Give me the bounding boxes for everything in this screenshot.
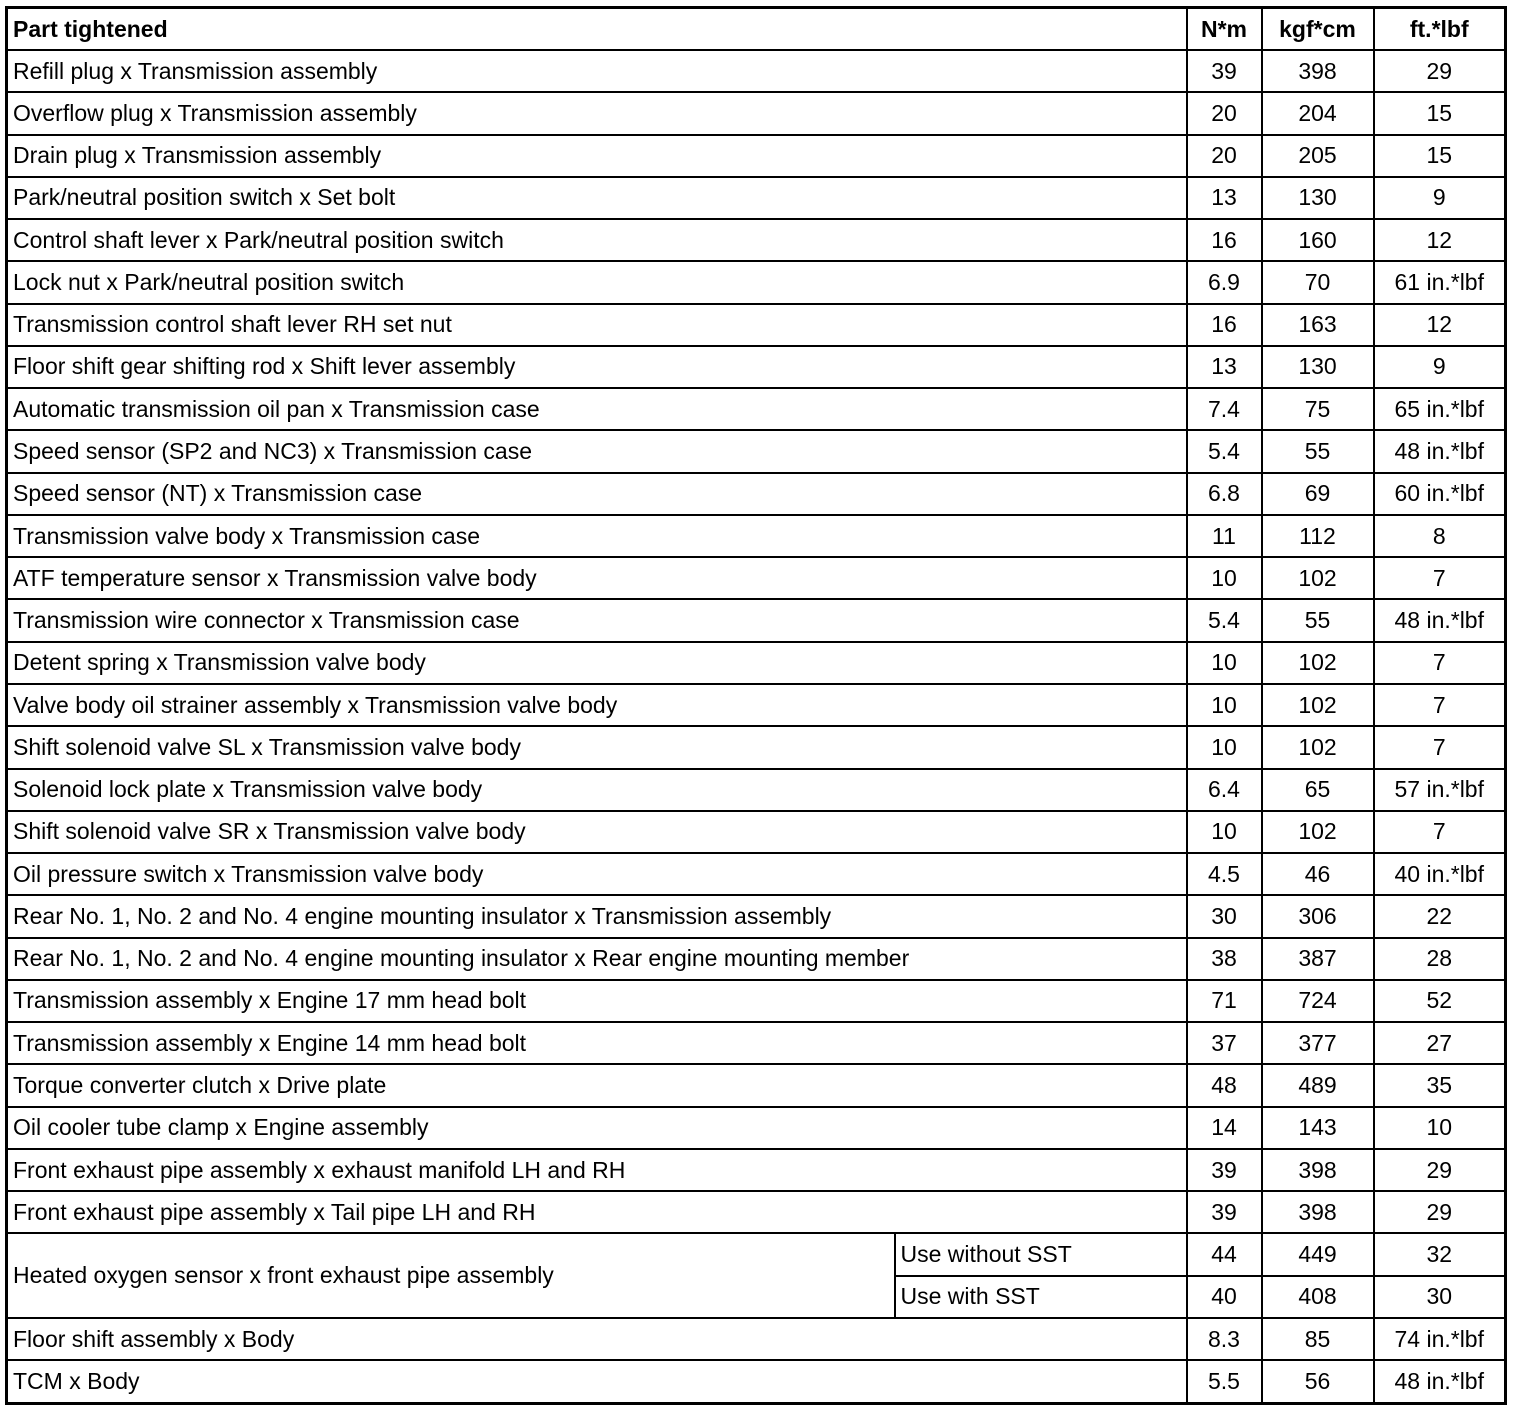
ftlbf-cell: 30 (1374, 1276, 1506, 1318)
kgfcm-cell: 112 (1262, 515, 1374, 557)
ftlbf-cell: 60 in.*lbf (1374, 473, 1506, 515)
nm-cell: 6.4 (1187, 769, 1262, 811)
part-cell: Transmission valve body x Transmission case (7, 515, 1187, 557)
kgfcm-cell: 163 (1262, 304, 1374, 346)
part-cell: Overflow plug x Transmission assembly (7, 92, 1187, 134)
part-cell: Detent spring x Transmission valve body (7, 642, 1187, 684)
table-row (7, 135, 1506, 177)
table-row (7, 1233, 1506, 1275)
nm-cell: 37 (1187, 1022, 1262, 1064)
nm-cell: 5.5 (1187, 1360, 1262, 1403)
part-cell: Shift solenoid valve SL x Transmission valve body (7, 726, 1187, 768)
kgfcm-cell: 65 (1262, 769, 1374, 811)
part-cell: Front exhaust pipe assembly x exhaust manifold LH and RH (7, 1149, 1187, 1191)
table-row (7, 1107, 1506, 1149)
nm-cell: 10 (1187, 642, 1262, 684)
kgfcm-cell: 489 (1262, 1064, 1374, 1106)
table-row (7, 1022, 1506, 1064)
nm-cell: 39 (1187, 50, 1262, 92)
ftlbf-cell: 7 (1374, 557, 1506, 599)
ftlbf-cell: 48 in.*lbf (1374, 1360, 1506, 1403)
kgfcm-cell: 306 (1262, 895, 1374, 937)
part-cell: Shift solenoid valve SR x Transmission valve body (7, 811, 1187, 853)
table-row (7, 853, 1506, 895)
ftlbf-cell: 10 (1374, 1107, 1506, 1149)
table-row (7, 346, 1506, 388)
table-row (7, 557, 1506, 599)
part-cell: Solenoid lock plate x Transmission valve body (7, 769, 1187, 811)
nm-cell: 20 (1187, 92, 1262, 134)
kgfcm-cell: 102 (1262, 642, 1374, 684)
nm-cell: 13 (1187, 177, 1262, 219)
table-row (7, 684, 1506, 726)
kgfcm-cell: 143 (1262, 1107, 1374, 1149)
nm-cell: 6.9 (1187, 261, 1262, 303)
header-row (7, 8, 1506, 51)
ftlbf-cell: 32 (1374, 1233, 1506, 1275)
part-cell: Control shaft lever x Park/neutral position switch (7, 219, 1187, 261)
part-cell: Front exhaust pipe assembly x Tail pipe LH and RH (7, 1191, 1187, 1233)
ftlbf-cell: 65 in.*lbf (1374, 388, 1506, 430)
torque-spec-table (5, 6, 1507, 1405)
header-nm: N*m (1187, 8, 1262, 51)
part-cell: Rear No. 1, No. 2 and No. 4 engine mounting insulator x Transmission assembly (7, 895, 1187, 937)
nm-cell: 14 (1187, 1107, 1262, 1149)
kgfcm-cell: 55 (1262, 599, 1374, 641)
ftlbf-cell: 28 (1374, 938, 1506, 980)
nm-cell: 39 (1187, 1149, 1262, 1191)
sensor-part-cell: Heated oxygen sensor x front exhaust pipe assembly (7, 1233, 895, 1318)
table-row (7, 1064, 1506, 1106)
part-cell: Refill plug x Transmission assembly (7, 50, 1187, 92)
kgfcm-cell: 130 (1262, 177, 1374, 219)
kgfcm-cell: 56 (1262, 1360, 1374, 1403)
ftlbf-cell: 15 (1374, 135, 1506, 177)
ftlbf-cell: 57 in.*lbf (1374, 769, 1506, 811)
nm-cell: 16 (1187, 219, 1262, 261)
part-cell: Park/neutral position switch x Set bolt (7, 177, 1187, 219)
kgfcm-cell: 398 (1262, 1149, 1374, 1191)
nm-cell: 40 (1187, 1276, 1262, 1318)
ftlbf-cell: 61 in.*lbf (1374, 261, 1506, 303)
nm-cell: 13 (1187, 346, 1262, 388)
ftlbf-cell: 74 in.*lbf (1374, 1318, 1506, 1360)
nm-cell: 5.4 (1187, 430, 1262, 472)
nm-cell: 6.8 (1187, 473, 1262, 515)
ftlbf-cell: 35 (1374, 1064, 1506, 1106)
part-cell: Rear No. 1, No. 2 and No. 4 engine mounting insulator x Rear engine mounting member (7, 938, 1187, 980)
kgfcm-cell: 69 (1262, 473, 1374, 515)
nm-cell: 30 (1187, 895, 1262, 937)
part-cell: Transmission assembly x Engine 14 mm head bolt (7, 1022, 1187, 1064)
ftlbf-cell: 7 (1374, 684, 1506, 726)
table-row (7, 177, 1506, 219)
condition-cell: Use with SST (895, 1276, 1187, 1318)
table-row (7, 599, 1506, 641)
nm-cell: 20 (1187, 135, 1262, 177)
ftlbf-cell: 48 in.*lbf (1374, 599, 1506, 641)
table-row (7, 1360, 1506, 1403)
ftlbf-cell: 22 (1374, 895, 1506, 937)
ftlbf-cell: 48 in.*lbf (1374, 430, 1506, 472)
part-cell: Lock nut x Park/neutral position switch (7, 261, 1187, 303)
ftlbf-cell: 29 (1374, 1191, 1506, 1233)
ftlbf-cell: 8 (1374, 515, 1506, 557)
part-cell: Automatic transmission oil pan x Transmission case (7, 388, 1187, 430)
kgfcm-cell: 408 (1262, 1276, 1374, 1318)
table-row (7, 261, 1506, 303)
nm-cell: 39 (1187, 1191, 1262, 1233)
nm-cell: 7.4 (1187, 388, 1262, 430)
kgfcm-cell: 75 (1262, 388, 1374, 430)
nm-cell: 16 (1187, 304, 1262, 346)
part-cell: Floor shift assembly x Body (7, 1318, 1187, 1360)
table-row (7, 388, 1506, 430)
part-cell: Valve body oil strainer assembly x Transmission valve body (7, 684, 1187, 726)
kgfcm-cell: 70 (1262, 261, 1374, 303)
ftlbf-cell: 12 (1374, 219, 1506, 261)
header-ftlbf: ft.*lbf (1374, 8, 1506, 51)
nm-cell: 11 (1187, 515, 1262, 557)
nm-cell: 44 (1187, 1233, 1262, 1275)
kgfcm-cell: 724 (1262, 980, 1374, 1022)
table-row (7, 50, 1506, 92)
kgfcm-cell: 377 (1262, 1022, 1374, 1064)
nm-cell: 10 (1187, 684, 1262, 726)
table-row (7, 642, 1506, 684)
nm-cell: 71 (1187, 980, 1262, 1022)
part-cell: Speed sensor (NT) x Transmission case (7, 473, 1187, 515)
kgfcm-cell: 160 (1262, 219, 1374, 261)
part-cell: Speed sensor (SP2 and NC3) x Transmission case (7, 430, 1187, 472)
condition-cell: Use without SST (895, 1233, 1187, 1275)
kgfcm-cell: 102 (1262, 557, 1374, 599)
ftlbf-cell: 9 (1374, 177, 1506, 219)
table-row (7, 1149, 1506, 1191)
kgfcm-cell: 205 (1262, 135, 1374, 177)
table-row (7, 515, 1506, 557)
kgfcm-cell: 130 (1262, 346, 1374, 388)
kgfcm-cell: 102 (1262, 811, 1374, 853)
ftlbf-cell: 9 (1374, 346, 1506, 388)
kgfcm-cell: 387 (1262, 938, 1374, 980)
kgfcm-cell: 204 (1262, 92, 1374, 134)
nm-cell: 10 (1187, 811, 1262, 853)
kgfcm-cell: 398 (1262, 1191, 1374, 1233)
ftlbf-cell: 52 (1374, 980, 1506, 1022)
part-cell: Drain plug x Transmission assembly (7, 135, 1187, 177)
table-row (7, 1191, 1506, 1233)
table-body (7, 50, 1506, 1404)
nm-cell: 48 (1187, 1064, 1262, 1106)
part-cell: TCM x Body (7, 1360, 1187, 1403)
part-cell: Floor shift gear shifting rod x Shift lever assembly (7, 346, 1187, 388)
kgfcm-cell: 46 (1262, 853, 1374, 895)
kgfcm-cell: 85 (1262, 1318, 1374, 1360)
nm-cell: 10 (1187, 726, 1262, 768)
table-row (7, 980, 1506, 1022)
part-cell: Oil cooler tube clamp x Engine assembly (7, 1107, 1187, 1149)
table-row (7, 1318, 1506, 1360)
ftlbf-cell: 7 (1374, 642, 1506, 684)
kgfcm-cell: 102 (1262, 684, 1374, 726)
ftlbf-cell: 15 (1374, 92, 1506, 134)
ftlbf-cell: 29 (1374, 1149, 1506, 1191)
ftlbf-cell: 40 in.*lbf (1374, 853, 1506, 895)
table-row (7, 769, 1506, 811)
nm-cell: 10 (1187, 557, 1262, 599)
nm-cell: 4.5 (1187, 853, 1262, 895)
table-row (7, 938, 1506, 980)
ftlbf-cell: 27 (1374, 1022, 1506, 1064)
part-cell: Transmission wire connector x Transmission case (7, 599, 1187, 641)
table-row (7, 811, 1506, 853)
table-row (7, 304, 1506, 346)
kgfcm-cell: 55 (1262, 430, 1374, 472)
ftlbf-cell: 7 (1374, 811, 1506, 853)
part-cell: Transmission assembly x Engine 17 mm head bolt (7, 980, 1187, 1022)
table-row (7, 92, 1506, 134)
table-row (7, 219, 1506, 261)
nm-cell: 38 (1187, 938, 1262, 980)
kgfcm-cell: 449 (1262, 1233, 1374, 1275)
table-row (7, 430, 1506, 472)
ftlbf-cell: 29 (1374, 50, 1506, 92)
ftlbf-cell: 12 (1374, 304, 1506, 346)
ftlbf-cell: 7 (1374, 726, 1506, 768)
header-part-tightened: Part tightened (7, 8, 1187, 51)
header-kgfcm: kgf*cm (1262, 8, 1374, 51)
table-row (7, 895, 1506, 937)
part-cell: Torque converter clutch x Drive plate (7, 1064, 1187, 1106)
kgfcm-cell: 102 (1262, 726, 1374, 768)
nm-cell: 8.3 (1187, 1318, 1262, 1360)
kgfcm-cell: 398 (1262, 50, 1374, 92)
part-cell: Transmission control shaft lever RH set nut (7, 304, 1187, 346)
table-row (7, 726, 1506, 768)
part-cell: ATF temperature sensor x Transmission valve body (7, 557, 1187, 599)
part-cell: Oil pressure switch x Transmission valve body (7, 853, 1187, 895)
table-row (7, 473, 1506, 515)
nm-cell: 5.4 (1187, 599, 1262, 641)
